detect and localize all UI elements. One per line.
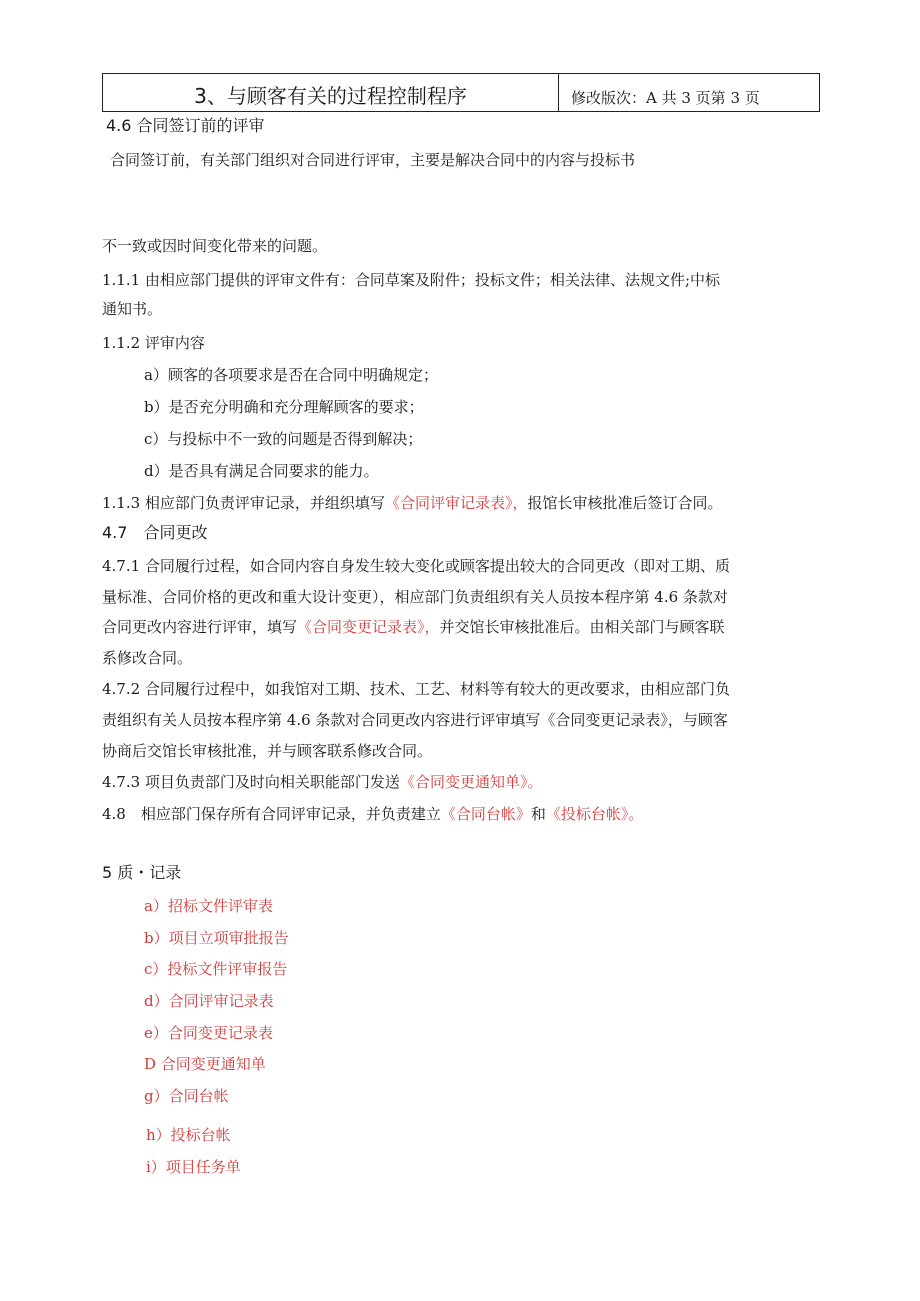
clause-4-7-1-line2: 量标准、合同价格的更改和重大设计变更），相应部门负责组织有关人员按本程序第 4.6 条款对 (102, 588, 728, 606)
clause-1-1-1-line1: 1.1.1 由相应部门提供的评审文件有：合同草案及附件；投标文件；相关法律、法规文件;中标 (102, 271, 720, 289)
review-item-a: a）顾客的各项要求是否在合同中明确规定； (144, 366, 438, 384)
section-5-heading: 5 质・记录 (102, 863, 182, 882)
section-4-6-intro-line2: 不一致或因时间变化带来的问题。 (102, 237, 328, 255)
section-4-7-heading: 4.7 合同更改 (102, 523, 208, 542)
document-title: 3、与顾客有关的过程控制程序 (103, 74, 559, 111)
record-item: D 合同变更通知单 (144, 1055, 266, 1073)
clause-4-7-1-line3 (102, 617, 725, 637)
contract-review-record-form-ref: 《合同评审记录表》， (384, 494, 528, 512)
clause-4-7-1-line3-post: 并交馆长审核批准后。由相关部门与顾客联 (439, 618, 725, 636)
clause-1-1-3-post: 报馆长审核批准后签订合同。 (527, 494, 723, 512)
review-item-c: c）与投标中不一致的问题是否得到解决； (144, 430, 423, 448)
record-item: b）项目立项审批报告 (144, 929, 289, 947)
review-item-d: d）是否具有满足合同要求的能力。 (144, 462, 379, 480)
clause-1-1-2: 1.1.2 评审内容 (102, 334, 205, 352)
record-item: c）投标文件评审报告 (144, 960, 288, 978)
clause-4-7-1-line1: 4.7.1 合同履行过程，如合同内容自身发生较大变化或顾客提出较大的合同更改（即对工期、质 (102, 557, 730, 575)
record-item: a）招标文件评审表 (144, 897, 273, 915)
clause-4-7-3 (102, 772, 542, 792)
record-item: i）项目任务单 (146, 1158, 241, 1176)
section-4-6-heading: 4.6 合同签订前的评审 (106, 116, 265, 135)
contract-change-notice-form-ref: 《合同变更通知单》。 (399, 773, 543, 791)
clause-1-1-3-pre: 1.1.3 相应部门负责评审记录，并组织填写 (102, 494, 385, 512)
clause-4-7-2-line2: 责组织有关人员按本程序第 4.6 条款对合同更改内容进行评审填写《合同变更记录表》，与顾客 (102, 711, 728, 729)
document-header-table (102, 73, 820, 112)
review-item-b: b）是否充分明确和充分理解顾客的要求； (144, 398, 424, 416)
clause-4-7-1-line3-pre: 合同更改内容进行评审，填写 (102, 618, 298, 636)
clause-4-8-pre: 4.8 相应部门保存所有合同评审记录，并负责建立 (102, 805, 441, 823)
clause-1-1-1-line2: 通知书。 (102, 300, 163, 318)
contract-change-record-form-ref: 《合同变更记录表》， (297, 618, 440, 636)
record-item: d）合同评审记录表 (144, 992, 274, 1010)
section-4-6-intro-line1: 合同签订前，有关部门组织对合同进行评审，主要是解决合同中的内容与投标书 (110, 151, 636, 169)
clause-4-8 (102, 804, 643, 824)
clause-4-8-mid: 和 (530, 805, 546, 823)
record-item: h）投标台帐 (146, 1126, 231, 1144)
record-item: e）合同变更记录表 (144, 1024, 273, 1042)
record-item: g）合同台帐 (144, 1087, 229, 1105)
clause-4-7-3-pre: 4.7.3 项目负责部门及时向相关职能部门发送 (102, 773, 400, 791)
bid-ledger-ref: 《投标台帐》。 (545, 805, 644, 823)
revision-page-info: 修改版次：A 共 3 页第 3 页 (571, 89, 760, 107)
clause-4-7-2-line3: 协商后交馆长审核批准，并与顾客联系修改合同。 (102, 742, 433, 760)
contract-ledger-ref: 《合同台帐》 (440, 805, 531, 823)
clause-4-7-2-line1: 4.7.2 合同履行过程中，如我馆对工期、技术、工艺、材料等有较大的更改要求，由相应部门负 (102, 680, 730, 698)
clause-4-7-1-line4: 系修改合同。 (102, 649, 193, 667)
clause-1-1-3 (102, 493, 722, 513)
